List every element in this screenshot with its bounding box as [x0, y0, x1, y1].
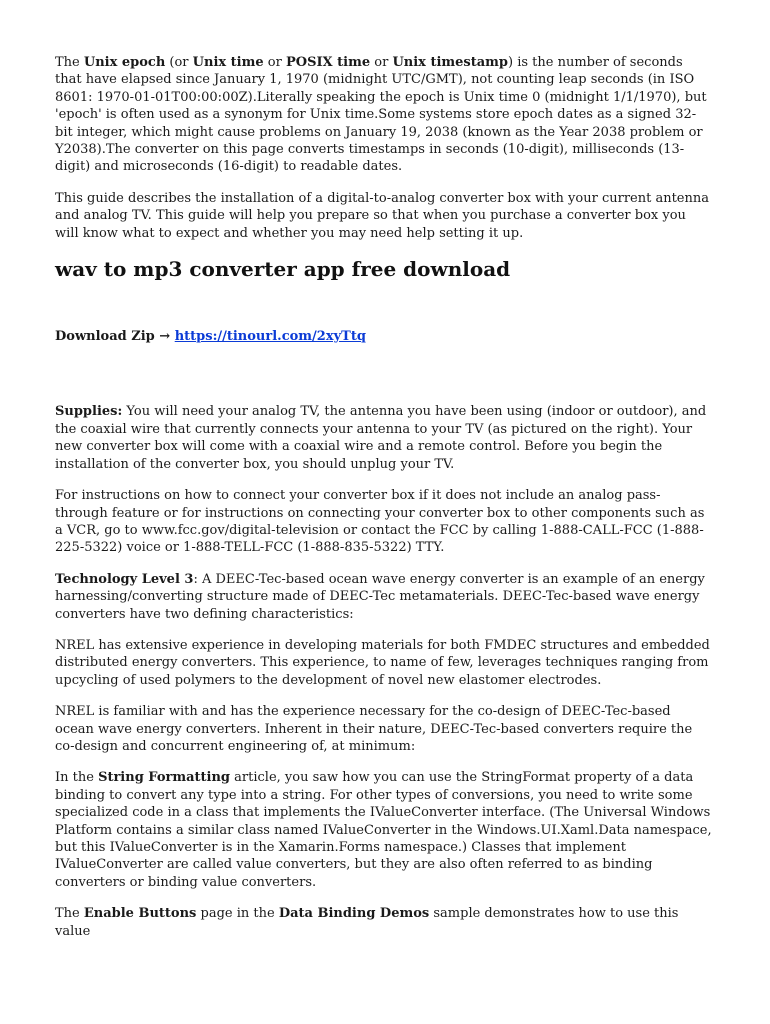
paragraph-technology-level: Technology Level 3: A DEEC-Tec-based ocean wave energy converter is an example of an energy harnessing/converting structure made of DEEC-Tec metamaterials. DEEC-Tec-based wave energy converters have two defining characteristics:: [55, 571, 705, 622]
term-technology-level: Technology Level 3: [55, 571, 194, 587]
paragraph-supplies: Supplies: You will need your analog TV, the antenna you have been using (indoor or outdoor), and the coaxial wire that currently connects your antenna to your TV (as pictured on the right). Your new converter box will come with a coaxial wire and a remote control. Before you begin the installation of the converter box, you should unplug your TV.: [55, 404, 707, 472]
download-label: Download Zip →: [55, 329, 175, 345]
term-string-formatting: String Formatting: [98, 770, 231, 786]
paragraph-nrel-codesign: NREL is familiar with and has the experience necessary for the co-design of DEEC-Tec-based ocean wave energy converters. Inherent in their nature, DEEC-Tec-based converters require the co-design and concurrent engineering of, at minimum:: [55, 704, 693, 754]
paragraph-string-formatting: In the String Formatting article, you saw how you can use the StringFormat property of a data binding to convert any type into a string. For other types of conversions, you need to write some specialized code in a class that implements the IValueConverter interface. (The Universal Windows Platform contains a similar class named IValueConverter in the Windows.UI.Xaml.Data namespace, but this IValueConverter is in the Xamarin.Forms namespace.) Classes that implement IValueConverter are called value converters, but they are also often referred to as binding converters or binding value converters.: [55, 770, 712, 890]
term-unix-epoch: Unix epoch: [83, 55, 166, 70]
term-enable-buttons: Enable Buttons: [83, 906, 197, 922]
paragraph-unix-epoch: The Unix epoch (or Unix time or POSIX time or Unix timestamp) is the number of seconds that have elapsed since January 1, 1970 (midnight UTC/GMT), not counting leap seconds (in ISO 8601: 1970-01-01T00:00:00Z).Literally speaking the epoch is Unix time 0 (midnight 1/1/1970), but 'epoch' is often used as a synonym for Unix time.Some systems store epoch dates as a signed 32-bit integer, which might cause problems on January 19, 2038 (known as the Year 2038 problem or Y2038).The converter on this page converts timestamps in seconds (10-digit), milliseconds (13-digit) and microseconds (16-digit) to readable dates.: [55, 55, 707, 175]
paragraph-nrel-experience: NREL has extensive experience in developing materials for both FMDEC structures and embedded distributed energy converters. This experience, to name of few, leverages techniques ranging from upcycling of used polymers to the development of novel new elastomer electrodes.: [55, 637, 710, 688]
download-line: [55, 328, 713, 345]
term-unix-timestamp: Unix timestamp: [392, 55, 509, 70]
paragraph-converter-guide: This guide describes the installation of a digital-to-analog converter box with your current antenna and analog TV. This guide will help you prepare so that when you purchase a converter box you will know what to expect and whether you may need help setting it up.: [55, 190, 709, 241]
paragraph-instructions: For instructions on how to connect your converter box if it does not include an analog pass-through feature or for instructions on connecting your converter box to other components such as a VCR, go to www.fcc.gov/digital-television or contact the FCC by calling 1-888-CALL-FCC (1-888-225-5322) voice or 1-888-TELL-FCC (1-888-835-5322) TTY.: [55, 488, 705, 556]
paragraph-enable-buttons: The Enable Buttons page in the Data Binding Demos sample demonstrates how to use this value: [55, 906, 679, 939]
download-link[interactable]: https://tinourl.com/2xyTtq: [174, 329, 366, 345]
term-data-binding-demos: Data Binding Demos: [278, 906, 430, 922]
term-supplies: Supplies:: [55, 404, 123, 420]
term-posix-time: POSIX time: [285, 55, 371, 70]
page-title: wav to mp3 converter app free download: [55, 257, 511, 282]
document-page: [55, 54, 713, 954]
term-unix-time: Unix time: [192, 55, 264, 70]
